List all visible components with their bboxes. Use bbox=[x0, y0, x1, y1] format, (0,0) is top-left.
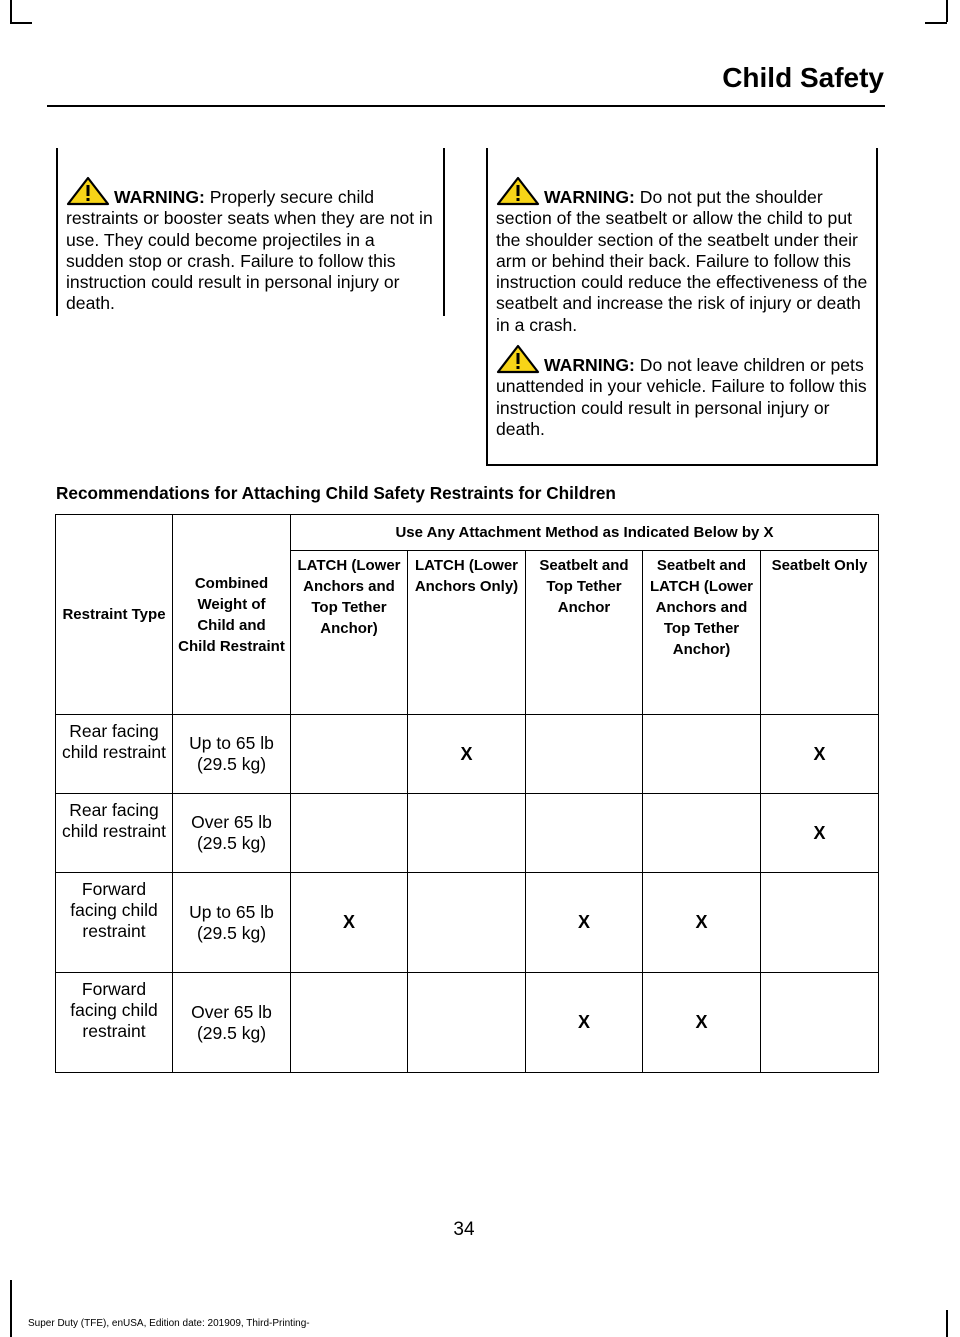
page-number: 34 bbox=[453, 1219, 475, 1240]
cell-mark bbox=[408, 973, 526, 1073]
cell-weight: Over 65 lb (29.5 kg) bbox=[173, 794, 291, 873]
header-method: Seatbelt Only bbox=[761, 551, 879, 715]
warning-triangle-icon bbox=[66, 176, 110, 206]
cell-mark bbox=[761, 973, 879, 1073]
header-method: Seatbelt and Top Tether Anchor bbox=[526, 551, 643, 715]
cell-mark: X bbox=[643, 973, 761, 1073]
header-combined-weight: Combined Weight of Child and Child Restraint bbox=[173, 515, 291, 715]
cell-restraint-type: Forward facing child restraint bbox=[56, 973, 173, 1073]
cell-mark: X bbox=[761, 794, 879, 873]
crop-mark bbox=[946, 0, 948, 22]
footer-edition: Super Duty (TFE), enUSA, Edition date: 201909, Third-Printing- bbox=[28, 1318, 310, 1329]
section-heading: Recommendations for Attaching Child Safety Restraints for Children bbox=[56, 483, 616, 503]
warning-triangle-icon bbox=[496, 344, 540, 374]
warning-text: Do not put the shoulder section of the seatbelt or allow the child to put the shoulder section of the seatbelt under their arm or behind their back. Failure to follow this instruction could reduce the effectiveness of the seatbelt and increase the risk of injury or death in a crash. bbox=[496, 187, 868, 335]
crop-mark bbox=[10, 0, 12, 22]
cell-mark bbox=[643, 794, 761, 873]
warning-paragraph bbox=[496, 344, 868, 440]
crop-mark bbox=[10, 1280, 12, 1337]
cell-mark bbox=[408, 794, 526, 873]
crop-mark bbox=[10, 22, 32, 24]
warning-text: Properly secure child restraints or booster seats when they are not in use. They could become projectiles in a sudden stop or crash. Failure to follow this instruction could result in personal injury or death. bbox=[66, 187, 433, 314]
cell-restraint-type: Forward facing child restraint bbox=[56, 873, 173, 973]
warning-box-right bbox=[486, 148, 878, 466]
warning-triangle-icon bbox=[496, 176, 540, 206]
cell-mark: X bbox=[291, 873, 408, 973]
restraint-table bbox=[55, 514, 879, 1073]
header-method: LATCH (Lower Anchors and Top Tether Anchor) bbox=[291, 551, 408, 715]
cell-restraint-type: Rear facing child restraint bbox=[56, 794, 173, 873]
page-title: Child Safety bbox=[722, 62, 884, 93]
crop-mark bbox=[925, 22, 947, 24]
warning-text: Do not leave children or pets unattended in your vehicle. Failure to follow this instruction could result in personal injury or death. bbox=[496, 355, 867, 439]
table-row bbox=[56, 794, 879, 873]
cell-weight: Over 65 lb (29.5 kg) bbox=[173, 973, 291, 1073]
cell-mark bbox=[761, 873, 879, 973]
table-row bbox=[56, 873, 879, 973]
header-method: LATCH (Lower Anchors Only) bbox=[408, 551, 526, 715]
cell-mark bbox=[291, 973, 408, 1073]
warning-box-left bbox=[56, 148, 445, 316]
warning-label: WARNING: bbox=[544, 187, 635, 207]
cell-weight: Up to 65 lb (29.5 kg) bbox=[173, 715, 291, 794]
cell-mark bbox=[408, 873, 526, 973]
cell-restraint-type: Rear facing child restraint bbox=[56, 715, 173, 794]
cell-mark: X bbox=[761, 715, 879, 794]
crop-mark bbox=[946, 1310, 948, 1337]
header-attachment-group: Use Any Attachment Method as Indicated Below by X bbox=[291, 515, 879, 551]
title-divider bbox=[47, 105, 885, 107]
cell-mark bbox=[643, 715, 761, 794]
table-row bbox=[56, 973, 879, 1073]
warning-label: WARNING: bbox=[544, 355, 635, 376]
cell-mark bbox=[526, 794, 643, 873]
cell-mark: X bbox=[526, 873, 643, 973]
cell-mark bbox=[291, 794, 408, 873]
cell-mark: X bbox=[408, 715, 526, 794]
warning-paragraph bbox=[496, 176, 868, 336]
table-row bbox=[56, 715, 879, 794]
cell-mark bbox=[291, 715, 408, 794]
cell-mark: X bbox=[526, 973, 643, 1073]
header-method: Seatbelt and LATCH (Lower Anchors and Top Tether Anchor) bbox=[643, 551, 761, 715]
warning-paragraph bbox=[66, 176, 435, 315]
cell-mark: X bbox=[643, 873, 761, 973]
header-restraint-type: Restraint Type bbox=[56, 515, 173, 715]
cell-weight: Up to 65 lb (29.5 kg) bbox=[173, 873, 291, 973]
cell-mark bbox=[526, 715, 643, 794]
warning-label: WARNING: bbox=[114, 187, 205, 207]
